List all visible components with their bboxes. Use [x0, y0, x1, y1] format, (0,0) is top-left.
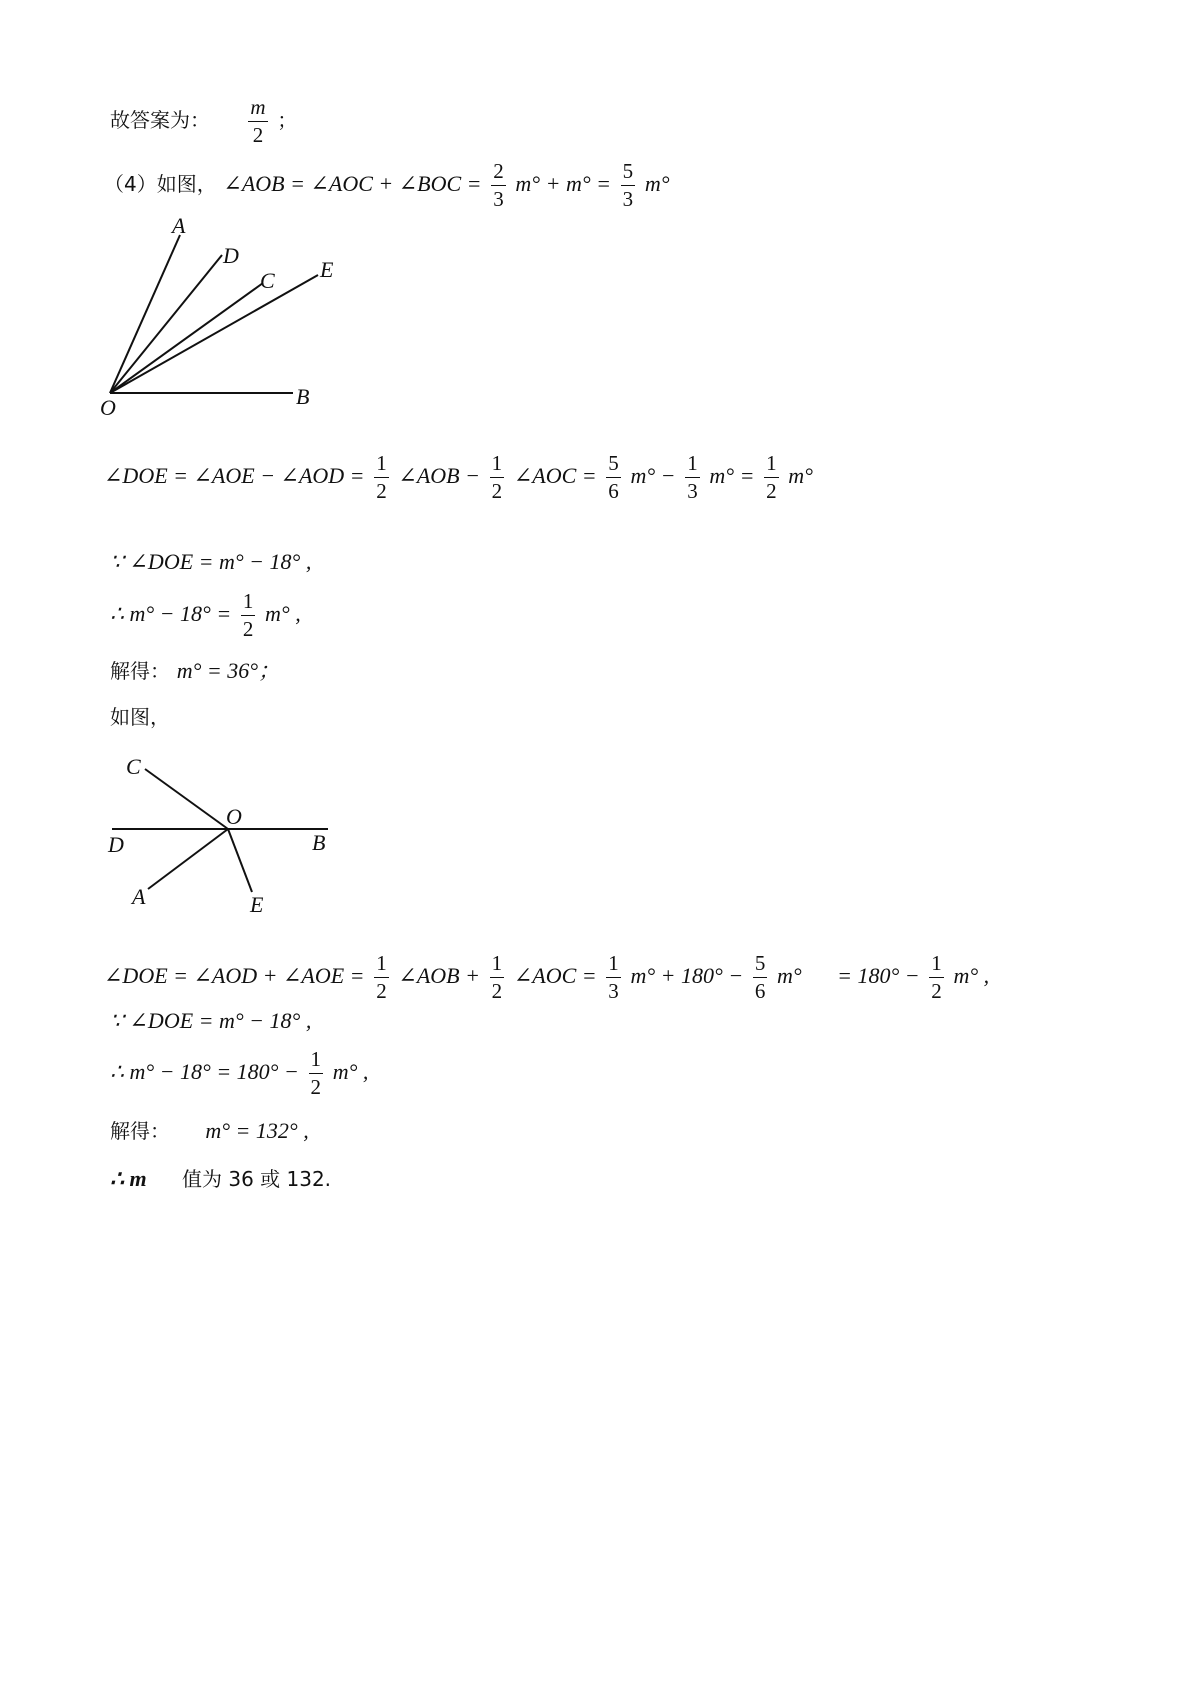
- fraction-denominator: 2: [491, 979, 503, 1004]
- label-A: A: [132, 884, 146, 909]
- expression-text: ∠DOE = ∠AOE − ∠AOD =: [104, 463, 365, 489]
- ray-OA: [110, 235, 180, 393]
- ray-OA: [148, 829, 228, 889]
- part4-line: [104, 160, 670, 211]
- fraction: [606, 452, 621, 503]
- expression-text: ∠AOB −: [398, 463, 480, 489]
- fraction-numerator: 5: [621, 160, 636, 186]
- therefore-line-2: [110, 1048, 368, 1099]
- answer-prefix: 故答案为：: [110, 108, 210, 133]
- fraction-numerator: 1: [490, 952, 505, 978]
- fraction-numerator: 5: [753, 952, 768, 978]
- final-answer-line: [110, 1168, 331, 1190]
- fraction-denominator: 2: [766, 479, 777, 504]
- ray-OE: [110, 275, 318, 393]
- fraction: [929, 952, 944, 1003]
- label-D: D: [223, 243, 239, 268]
- solution-expression: m° = 36°；: [176, 658, 281, 683]
- label-C: C: [126, 754, 141, 779]
- part4-expression: m° + m° =: [515, 171, 611, 197]
- ray-OE: [228, 829, 252, 892]
- fraction: [685, 452, 700, 503]
- fraction-numerator: 1: [374, 452, 389, 478]
- ray-OC: [145, 769, 228, 829]
- fraction-denominator: 3: [687, 479, 698, 504]
- part4-expression: m°: [644, 171, 670, 197]
- fraction-numerator: 5: [606, 452, 621, 478]
- fraction-numerator: 1: [606, 952, 621, 978]
- expression-text: ∠AOC =: [513, 963, 597, 989]
- as-figure-text: 如图，: [110, 705, 170, 729]
- solution-prefix: 解得：: [110, 659, 170, 683]
- fraction-numerator: 1: [309, 1048, 324, 1074]
- because-line-2: ∵ ∠DOE = m° − 18° ,: [110, 1008, 312, 1033]
- fraction: [764, 452, 779, 503]
- fraction-numerator: m: [248, 96, 267, 122]
- final-answer-text: 值为 36 或 132.: [181, 1167, 332, 1191]
- fraction: [374, 452, 389, 503]
- solution-prefix: 解得：: [110, 1119, 170, 1143]
- expression-text: ∠AOB +: [398, 963, 480, 989]
- fraction-denominator: 2: [931, 979, 942, 1004]
- part4-fraction-1: [491, 160, 506, 211]
- fraction-numerator: 1: [764, 452, 779, 478]
- fraction-denominator: 2: [376, 979, 387, 1004]
- fraction-numerator: 1: [490, 452, 505, 478]
- answer-line: [110, 96, 297, 147]
- final-answer-symbol: ∴ m: [110, 1166, 147, 1191]
- fraction-denominator: 2: [491, 479, 503, 504]
- fraction: [753, 952, 768, 1003]
- fraction: [490, 952, 505, 1003]
- fraction-denominator: 3: [608, 979, 619, 1004]
- answer-suffix: ；: [277, 108, 298, 133]
- label-E: E: [320, 257, 334, 282]
- expression-text: ∠DOE = ∠AOD + ∠AOE =: [104, 963, 365, 989]
- fraction-numerator: 2: [491, 160, 506, 186]
- fraction-denominator: 2: [376, 479, 387, 504]
- fraction-denominator: 3: [622, 187, 634, 212]
- expression-text: m°: [788, 463, 813, 489]
- fraction-denominator: 2: [242, 617, 254, 642]
- doe-equation-2: [104, 952, 989, 1003]
- part4-fraction-2: [621, 160, 636, 211]
- expression-text: m° ,: [953, 963, 990, 989]
- part4-prefix: （4）如图，: [104, 172, 217, 197]
- fraction-denominator: 3: [493, 187, 504, 212]
- figure-1-rays: [100, 213, 380, 450]
- because-line-1: ∵ ∠DOE = m° − 18° ,: [110, 549, 312, 574]
- expression-text: m° ,: [265, 601, 301, 627]
- expression-text: = 180° −: [837, 963, 920, 989]
- expression-text: m° =: [709, 463, 755, 489]
- fraction-numerator: 1: [685, 452, 700, 478]
- solution-expression: m° = 132° ,: [205, 1118, 309, 1143]
- fraction-denominator: 6: [754, 979, 766, 1004]
- expression-text: m° + 180° −: [630, 963, 744, 989]
- fraction-numerator: 1: [241, 590, 256, 616]
- fraction: [309, 1048, 324, 1099]
- answer-fraction: [248, 96, 267, 147]
- doe-equation-1: [104, 452, 813, 503]
- fraction: [606, 952, 621, 1003]
- label-C: C: [260, 268, 275, 293]
- fraction-numerator: 1: [374, 952, 389, 978]
- expression-text: m° ,: [332, 1059, 369, 1085]
- fraction-numerator: 1: [929, 952, 944, 978]
- expression-text: ∠AOC =: [513, 463, 597, 489]
- fraction: [374, 952, 389, 1003]
- fraction: [490, 452, 505, 503]
- fraction: [241, 590, 256, 641]
- label-O: O: [100, 395, 116, 420]
- therefore-line-1: [110, 590, 301, 641]
- fraction-denominator: 2: [252, 123, 264, 148]
- label-D: D: [108, 832, 124, 857]
- fraction-denominator: 6: [608, 479, 619, 504]
- label-O: O: [226, 804, 242, 829]
- solution-line-1: [110, 660, 280, 682]
- expression-text: m°: [777, 963, 802, 989]
- figure-2-rays: [100, 752, 340, 922]
- expression-text: m° −: [630, 463, 676, 489]
- label-B: B: [312, 830, 326, 855]
- part4-expression: ∠AOB = ∠AOC + ∠BOC =: [223, 171, 482, 197]
- solution-line-2: [110, 1120, 309, 1142]
- label-B: B: [296, 384, 310, 409]
- fraction-denominator: 2: [310, 1075, 322, 1100]
- expression-text: ∴ m° − 18° = 180° −: [110, 1059, 299, 1085]
- expression-text: ∴ m° − 18° =: [110, 601, 232, 627]
- label-E: E: [250, 892, 264, 917]
- label-A: A: [172, 213, 186, 238]
